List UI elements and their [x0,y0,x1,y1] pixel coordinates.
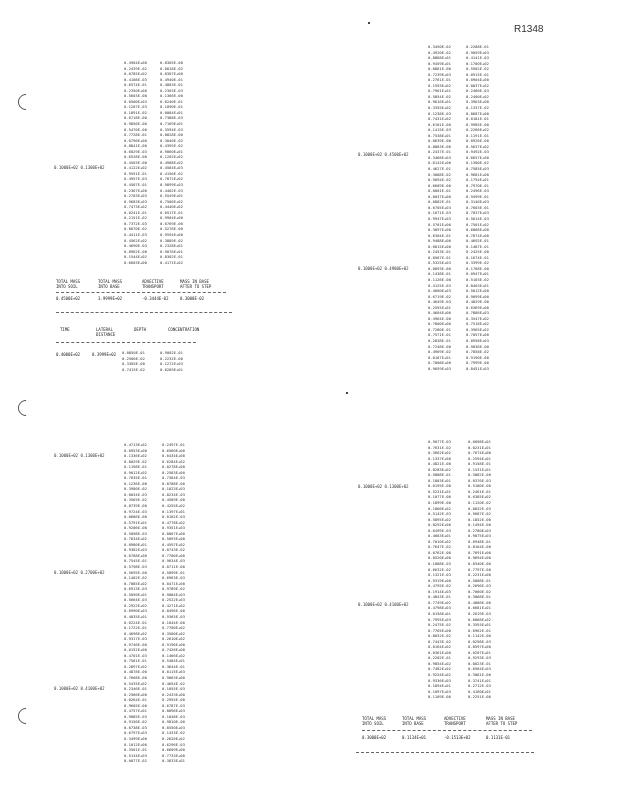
q1-summary-col2: TOTAL MASS INTO BASE [98,279,123,289]
q4-summary-col1: TOTAL MASS INTO SOIL [362,716,387,726]
q1-divider [56,312,232,313]
q1-table-col1: TIME [60,327,70,332]
q1-column-2: 0.8305E-00 0.0818E-02 0.8307E+00 0.4940E-01 0.4883E-01 0.2303E-03 0.1366E-00 0.6240E-01 0.1090E-01 0.0084E+01 0.7388E-03 0.7169E+01 0.3594E-03 0.0828E-00 0.3040E-02 0.4395E-02 0.9060E+01 0.1202E+02 0.4988E+02 0.4584E+03 0.4156E-02 0.7872E+02 0.9899E+03 0.4402E-03 0.5549E+01 0.7506E+02 0.4440E+02 0.0517E-01 0.9904E+00 0.6769E-00 0.5276E-00 0.9594E+00 0.3889E-02 0.2328E+01 0.9076E+01 0.8302E-01 0.4171E+02 [160,60,183,265]
q1-summary-col3: ADVECTIVE TRANSPORT [142,279,164,289]
q1-summary-val2: 3.9999E+02 [98,296,123,301]
q2-section-label-b: 0.1000E+02 0.4900E+02 [358,266,409,271]
q4-column-2: 0.6098E+01 0.0231E+01 0.7674E+00 0.2594E+01 0.9158E-01 0.1531E+01 0.3882E-00 0.0376E-03 0.5180E-00 0.2461E-01 0.6385E+02 0.1120E-02 0.0832E-03 0.9687E-02 0.1852E-00 0.1494E-00 0.2780E+03 0.9875E+03 0.6948E-01 0.8164E-00 0.7691E+00 0.9694E+00 0.8340E-00 0.7797E-00 0.2231E+00 0.5808E-01 0.2696E-03 0.7060E-02 0.3068E-01 0.4886E-00 0.6681E+01 0.2619E-03 0.6868E+02 0.3593E+01 0.6962E-01 0.1142E-00 0.0298E-03 0.8597E+00 0.0207E+01 0.9293E-03 0.0023E-01 0.6564E+03 0.3081E-00 0.3741E+01 0.2712E-03 0.4160E+01 0.2251E-00 [468,439,491,700]
q3-section-label-c: 0.1000E+02 0.4100E+02 [54,686,105,691]
q3-column-1: 0.4713E+02 0.0953E+00 0.1336E+02 0.0029E-02 0.1198E-01 0.9012E+02 0.7635E-01 0.1236E-00 0.3980E-02 0.0034E-03 0.3565E-02 0.8739E-00 0.9724E-03 0.0686E-00 0.5791E+01 0.9206E-00 0.5098E-03 0.7634E+02 0.0980E+01 0.9302E+03 0.6768E+00 0.7545E-01 0.5798E-03 0.5695E-00 0.1402E-02 0.7085E+02 0.6913E-03 0.5050E+01 0.5664E-03 0.2922E+02 0.0990E+03 0.4035E+01 0.6224E-01 0.1722E-01 0.4698E+02 0.9317E-03 0.9746E-00 0.0152E+00 0.4701E-03 0.7561E-01 0.2897E+02 0.4878E-00 0.7668E-00 0.5435E+02 0.2346E-01 0.2566E+00 0.0264E-01 0.9605E-00 0.4757E+01 0.9885E-03 0.9156E-02 0.6738E-03 0.6797E+03 0.3499E+00 0.1012E+00 0.3501E-01 0.5134E+03 0.0077E-02 [124,442,147,764]
q1-table-col2: LATERAL DISTANCE [96,327,116,337]
q1-table-header [56,327,200,352]
q1-table-column-2: 0.9002E-01 0.2232E-00 0.1272E+03 0.0289E+01 [160,350,183,372]
q1-summary-col4: MASS IN BASE AFTER TO STEP [180,279,212,289]
punch-hole-top [15,91,38,114]
punch-hole-middle [15,397,38,420]
q4-summary-rule [362,730,532,731]
q4-summary-val2: 0.1134E+01 [402,735,427,740]
stray-mark [368,22,370,24]
q2-column-1: 0.3450E-02 0.4920E-02 0.8868E+01 0.9459E+01 0.0861E-00 0.7239E+03 0.2761E-01 0.1593E+02 0.7901E+01 0.5854E-02 0.9616E+01 0.3355E+02 0.1238E-03 0.7431E+02 0.6101E-00 0.1415E-03 0.7538E+01 0.8639E-00 0.8883E-00 0.2437E-01 0.3468E+03 0.6142E+00 0.4627E-01 0.3088E-02 0.5694E-02 0.6609E-00 0.0001E-01 0.0037E+00 0.0882E-01 0.6705E+03 0.1671E-03 0.9947E+03 0.5701E+00 0.3097E+00 0.6304E-01 0.9488E+00 0.6815E+00 0.2453E-01 0.0567E-01 0.5325E+03 0.0893E-00 0.1438E-01 0.1126E-00 0.4125E-03 0.4600E+03 0.6719E-02 0.4649E-03 0.2555E+01 0.4604E+00 0.4964E-00 0.7800E+00 0.7280E-01 0.7571E-01 0.2838E-01 0.7248E-00 0.4969E-02 0.0167E+01 0.7008E+00 0.9659E+03 [428,44,451,371]
q3-section-label-a: 0.1000E+02 0.1300E+02 [54,453,105,458]
page-id: R1348 [514,24,544,35]
q4-summary-col2: TOTAL MASS INTO BASE [402,716,427,726]
q1-table-col4: CONCENTRATION [168,327,200,332]
q4-summary-col3: ADVECTIVE TRANSPORT [444,716,466,726]
q4-divider [356,752,534,753]
q1-summary-val4: 0.3000E-02 [180,296,205,301]
q1-table-col3: DEPTH [134,327,147,332]
q1-summary-val3: -0.3444E-02 [142,296,169,301]
q1-summary-values [56,296,205,321]
q2-column-2: 0.2288E-01 0.9059E+03 0.4141E-03 0.1700E+02 0.5902E-02 0.0915E-01 0.0904E+00 0.0037E+02 0.2480E-03 0.2400E+02 0.3963E+00 0.1337E-02 0.8687E+00 0.0181E-01 0.9985E-00 0.2266E+02 0.1191E-01 0.0926E-00 0.5637E+02 0.9492E-03 0.6657E+00 0.1300E-02 0.7585E+03 0.9681E+00 0.1754E+01 0.7970E-01 0.2496E-03 0.9499E-01 0.3146E+03 0.7603E-01 0.7037E+03 0.5614E-03 0.7501E+02 0.6866E+00 0.7874E+00 0.4692E-01 0.1487E-01 0.2425E-00 0.1674E-01 0.3399E-02 0.1768E-00 0.0947E+01 0.5103E-02 0.8403E+01 0.5012E+00 0.9099E+00 0.4829E-00 0.6369E+00 0.7886E+03 0.3547E+02 0.7518E+02 0.3965E+02 0.7057E+00 0.0958E+03 0.9836E-00 0.7858E-02 0.9190E-00 0.7999E-00 0.8451E+03 [466,44,489,371]
q1-summary-rule [56,292,226,293]
punch-hole-bottom [15,705,38,728]
q4-summary-values [362,735,511,760]
q4-summary-col4: MASS IN BASE AFTER TO STEP [486,716,518,726]
q3-section-label-b: 0.1000E+02 0.2700E+02 [54,570,105,575]
q4-summary-val3: -0.1513E+02 [444,735,471,740]
q3-column-2: 0.2497E-01 0.6560E+00 0.6434E+00 0.6284E+02 0.0278E+00 0.2583E+00 0.7364E-03 0.8788E-00 0.1023E+03 0.8234E-03 0.4589E-00 0.4255E+02 0.1397E+01 0.0182E-03 0.4778E+02 0.9351E+03 0.8067E+00 0.5093E+00 0.4597E+02 0.0743E-02 0.7700E+00 0.9634E-03 0.0711E-00 0.5099E-01 0.6963E-03 0.0471E+00 0.9789E-02 0.9084E+03 0.2522E+03 0.4271E+02 0.8496E-00 0.9365E-03 0.1044E-00 0.7700E+02 0.3500E+02 0.2610E+02 0.9196E+00 0.7426E+00 0.1466E+02 0.5484E+01 0.3644E-01 0.0115E+03 0.9063E+00 0.4654E-02 0.1055E-03 0.2433E+00 0.2955E-00 0.6787E-03 0.8096E+03 0.1048E-03 0.9810E-00 0.8550E+03 0.1433E-02 0.2626E+02 0.6296E-03 0.6609E+00 0.7733E+00 0.3833E+01 [162,442,185,764]
q4-column-1: 0.9077E-03 0.7631E-02 0.3662E+02 0.1337E+00 0.4821E-00 0.8283E+02 0.5888E-01 0.1803E+01 0.0195E-00 0.5231E+01 0.1077E-00 0.1899E-00 0.1866E+02 0.5142E-03 0.5895E+02 0.8292E+00 0.6499E-03 0.4683E+01 0.7010E+02 0.7647E-02 0.0762E-00 0.0520E+00 0.1088E-03 0.6632E-02 0.1321E-03 0.9319E+00 0.4795E-02 0.1914E+03 0.4843E-01 0.7749E+02 0.4798E+03 0.0158E+01 0.7995E+03 0.2475E-02 0.7765E+00 0.8032E-02 0.7443E-02 0.0164E+02 0.0361E+00 0.2202E-01 0.9854E+02 0.7482E+02 0.9254E+02 0.9336E+03 0.1894E+01 0.1097E+03 0.1109E-00 [428,439,451,700]
q2-section-label-a: 0.1000E+02 0.4500E+02 [358,152,409,157]
q1-table-first-row [56,352,117,367]
q1-table-distance: 0.3999E+02 [92,352,117,357]
q1-column-1: 0.4904E+00 0.2439E-02 0.0785E+02 0.4108E-03 0.6574E-01 0.2350E+00 0.5603E-00 0.0500E+03 0.1207E-03 0.1891E-02 0.6718E-00 0.9856E-00 0.5470E-00 0.7728E-01 0.0796E+00 0.8841E-00 0.6029E-03 0.6528E-00 0.4503E-00 0.4122E+02 0.9551E-01 0.4957E-03 0.4507E-01 0.2367E+00 0.2703E+03 0.9683E+03 0.7473E+02 0.0241E-01 0.2151E-02 0.7372E-03 0.0070E-02 0.4411E-03 0.4562E+02 0.4690E-03 0.8962E-00 0.1544E+02 0.6603E+00 [124,60,147,265]
q1-table-time: 0.4000E+02 [56,352,81,357]
stray-mark [346,392,348,394]
q1-table-column-1: 0.0850E-01 0.2506E-02 0.3305E-00 0.7415E-02 [122,350,145,372]
q1-table-rule [56,342,196,343]
q4-section-label-b: 0.1000E+02 0.4100E+02 [358,602,409,607]
q4-summary-val4: 0.1131E-01 [486,735,511,740]
q4-section-label-a: 0.1000E+02 0.1300E+02 [358,484,409,489]
q4-summary-val1: 0.3000E+02 [362,735,387,740]
q1-summary-val1: 0.4500E+02 [56,296,81,301]
q1-summary-col1: TOTAL MASS INTO SOIL [56,279,81,289]
q1-section-label: 0.1000E+02 0.1300E+02 [54,165,105,170]
